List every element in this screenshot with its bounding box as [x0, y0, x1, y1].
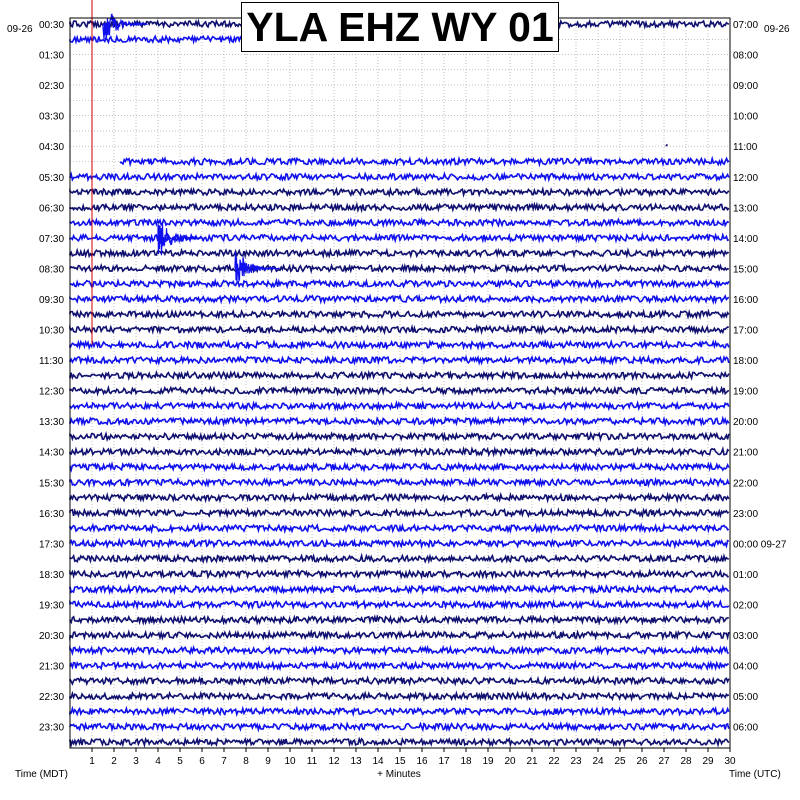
trace-row [70, 693, 729, 699]
x-tick-label: 6 [199, 756, 205, 767]
right-time-label: 04:00 [733, 661, 759, 673]
right-axis-title: Time (UTC) [729, 769, 781, 780]
x-axis-title: + Minutes [377, 769, 421, 780]
x-tick-label: 29 [702, 756, 714, 767]
trace-row [70, 357, 729, 363]
x-tick-label: 11 [306, 756, 318, 767]
right-time-label: 10:00 [733, 111, 759, 123]
left-time-label: 06:30 [39, 203, 65, 215]
trace-row [70, 556, 729, 562]
left-time-label: 19:30 [39, 600, 65, 612]
x-tick-label: 3 [133, 756, 139, 767]
trace-row [70, 602, 729, 608]
x-tick-label: 27 [658, 756, 670, 767]
right-time-label: 11:00 [733, 142, 758, 154]
trace-row [70, 525, 729, 531]
x-tick-label: 5 [177, 756, 183, 767]
trace-row [70, 388, 729, 394]
x-tick-label: 17 [438, 756, 450, 767]
right-time-label: 17:00 [733, 325, 759, 337]
right-time-label: 00:00 09-27 [733, 539, 787, 551]
x-tick-label: 4 [155, 756, 161, 767]
left-date-label: 09-26 [7, 24, 33, 35]
trace-row [70, 311, 729, 317]
right-time-label: 19:00 [733, 386, 759, 398]
trace-row [70, 739, 729, 745]
left-time-label: 00:30 [39, 20, 65, 31]
x-tick-label: 10 [284, 756, 296, 767]
chart-title-box [241, 2, 559, 52]
event-burst [158, 223, 203, 256]
right-time-label: 06:00 [733, 722, 759, 734]
x-tick-label: 22 [548, 756, 560, 767]
x-tick-label: 20 [504, 756, 516, 767]
x-tick-label: 13 [350, 756, 362, 767]
x-tick-label: 7 [221, 756, 227, 767]
x-tick-label: 24 [592, 756, 604, 767]
right-time-label: 01:00 [733, 569, 759, 581]
right-time-label: 18:00 [733, 356, 759, 368]
trace-row [70, 678, 729, 684]
trace-row [70, 617, 729, 623]
x-tick-label: 28 [680, 756, 692, 767]
event-burst [235, 252, 280, 282]
left-time-label: 07:30 [39, 233, 65, 245]
right-time-labels [733, 20, 787, 734]
trace-row [70, 586, 729, 592]
left-time-label: 01:30 [39, 50, 65, 62]
left-time-label: 17:30 [39, 539, 65, 551]
right-time-label: 08:00 [733, 50, 759, 62]
right-date-label: 09-26 [764, 24, 790, 35]
left-time-label: 05:30 [39, 172, 65, 184]
left-time-label: 18:30 [39, 569, 65, 581]
left-time-label: 12:30 [39, 386, 65, 398]
x-tick-label: 15 [394, 756, 406, 767]
trace-row [70, 418, 729, 424]
seismic-traces [70, 21, 729, 745]
right-time-label: 02:00 [733, 600, 759, 612]
x-tick-labels [89, 748, 736, 767]
x-tick-label: 19 [482, 756, 494, 767]
x-tick-label: 14 [372, 756, 384, 767]
trace-row [70, 434, 729, 440]
left-time-label: 20:30 [39, 631, 65, 643]
trace-row [70, 189, 729, 195]
x-tick-label: 16 [416, 756, 428, 767]
x-tick-label: 8 [243, 756, 249, 767]
trace-row [70, 372, 729, 378]
trace-row [70, 342, 729, 348]
x-tick-label: 2 [111, 756, 117, 767]
trace-row [70, 266, 729, 272]
left-time-label: 22:30 [39, 692, 65, 704]
x-tick-label: 9 [265, 756, 271, 767]
left-time-label: 02:30 [39, 81, 65, 93]
left-time-label: 16:30 [39, 508, 65, 520]
trace-row [70, 571, 729, 577]
right-time-label: 15:00 [733, 264, 759, 276]
trace-row [70, 296, 729, 302]
x-tick-label: 1 [89, 756, 95, 767]
right-time-label: 21:00 [733, 447, 759, 459]
x-tick-label: 21 [526, 756, 538, 767]
trace-row [70, 327, 729, 333]
x-tick-label: 25 [614, 756, 626, 767]
left-time-label: 13:30 [39, 417, 65, 429]
trace-row [70, 632, 729, 638]
right-time-label: 23:00 [733, 508, 759, 520]
trace-row [70, 220, 729, 226]
left-time-label: 21:30 [39, 661, 65, 673]
left-time-label: 09:30 [39, 294, 65, 306]
right-time-label: 03:00 [733, 631, 759, 643]
x-tick-label: 12 [328, 756, 340, 767]
chart-title: YLA EHZ WY 01 [246, 3, 554, 50]
trace-row [70, 250, 729, 256]
right-time-label: 20:00 [733, 417, 759, 429]
trace-row [70, 647, 729, 653]
trace-row [70, 281, 729, 287]
left-time-label: 11:30 [39, 356, 64, 368]
right-time-label: 16:00 [733, 294, 759, 306]
left-time-label: 04:30 [39, 142, 65, 154]
trace-row [70, 449, 729, 455]
trace-row [70, 709, 729, 715]
trace-row [70, 204, 729, 210]
trace-row [70, 464, 729, 470]
x-tick-label: 23 [570, 756, 582, 767]
trace-row [70, 403, 729, 409]
left-time-label: 08:30 [39, 264, 65, 276]
x-tick-label: 30 [724, 756, 736, 767]
trace-row [70, 724, 729, 730]
right-time-label: 05:00 [733, 692, 759, 704]
trace-row [70, 174, 729, 180]
right-time-label: 07:00 [733, 20, 759, 31]
left-time-label: 23:30 [39, 722, 65, 734]
right-time-label: 22:00 [733, 478, 759, 490]
trace-row [70, 540, 729, 546]
left-time-label: 15:30 [39, 478, 65, 490]
x-tick-label: 18 [460, 756, 472, 767]
right-time-label: 09:00 [733, 81, 759, 93]
trace-row [70, 510, 729, 516]
left-time-label: 14:30 [39, 447, 65, 459]
x-tick-label: 26 [636, 756, 648, 767]
left-time-label: 10:30 [39, 325, 65, 337]
trace-row [70, 495, 729, 501]
trace-row [70, 479, 729, 485]
right-time-label: 13:00 [733, 203, 759, 215]
right-time-label: 12:00 [733, 172, 759, 184]
left-time-label: 03:30 [39, 111, 65, 123]
trace-row [70, 663, 729, 669]
right-time-label: 14:00 [733, 233, 759, 245]
left-axis-title: Time (MDT) [15, 769, 68, 780]
left-time-labels [39, 20, 64, 734]
